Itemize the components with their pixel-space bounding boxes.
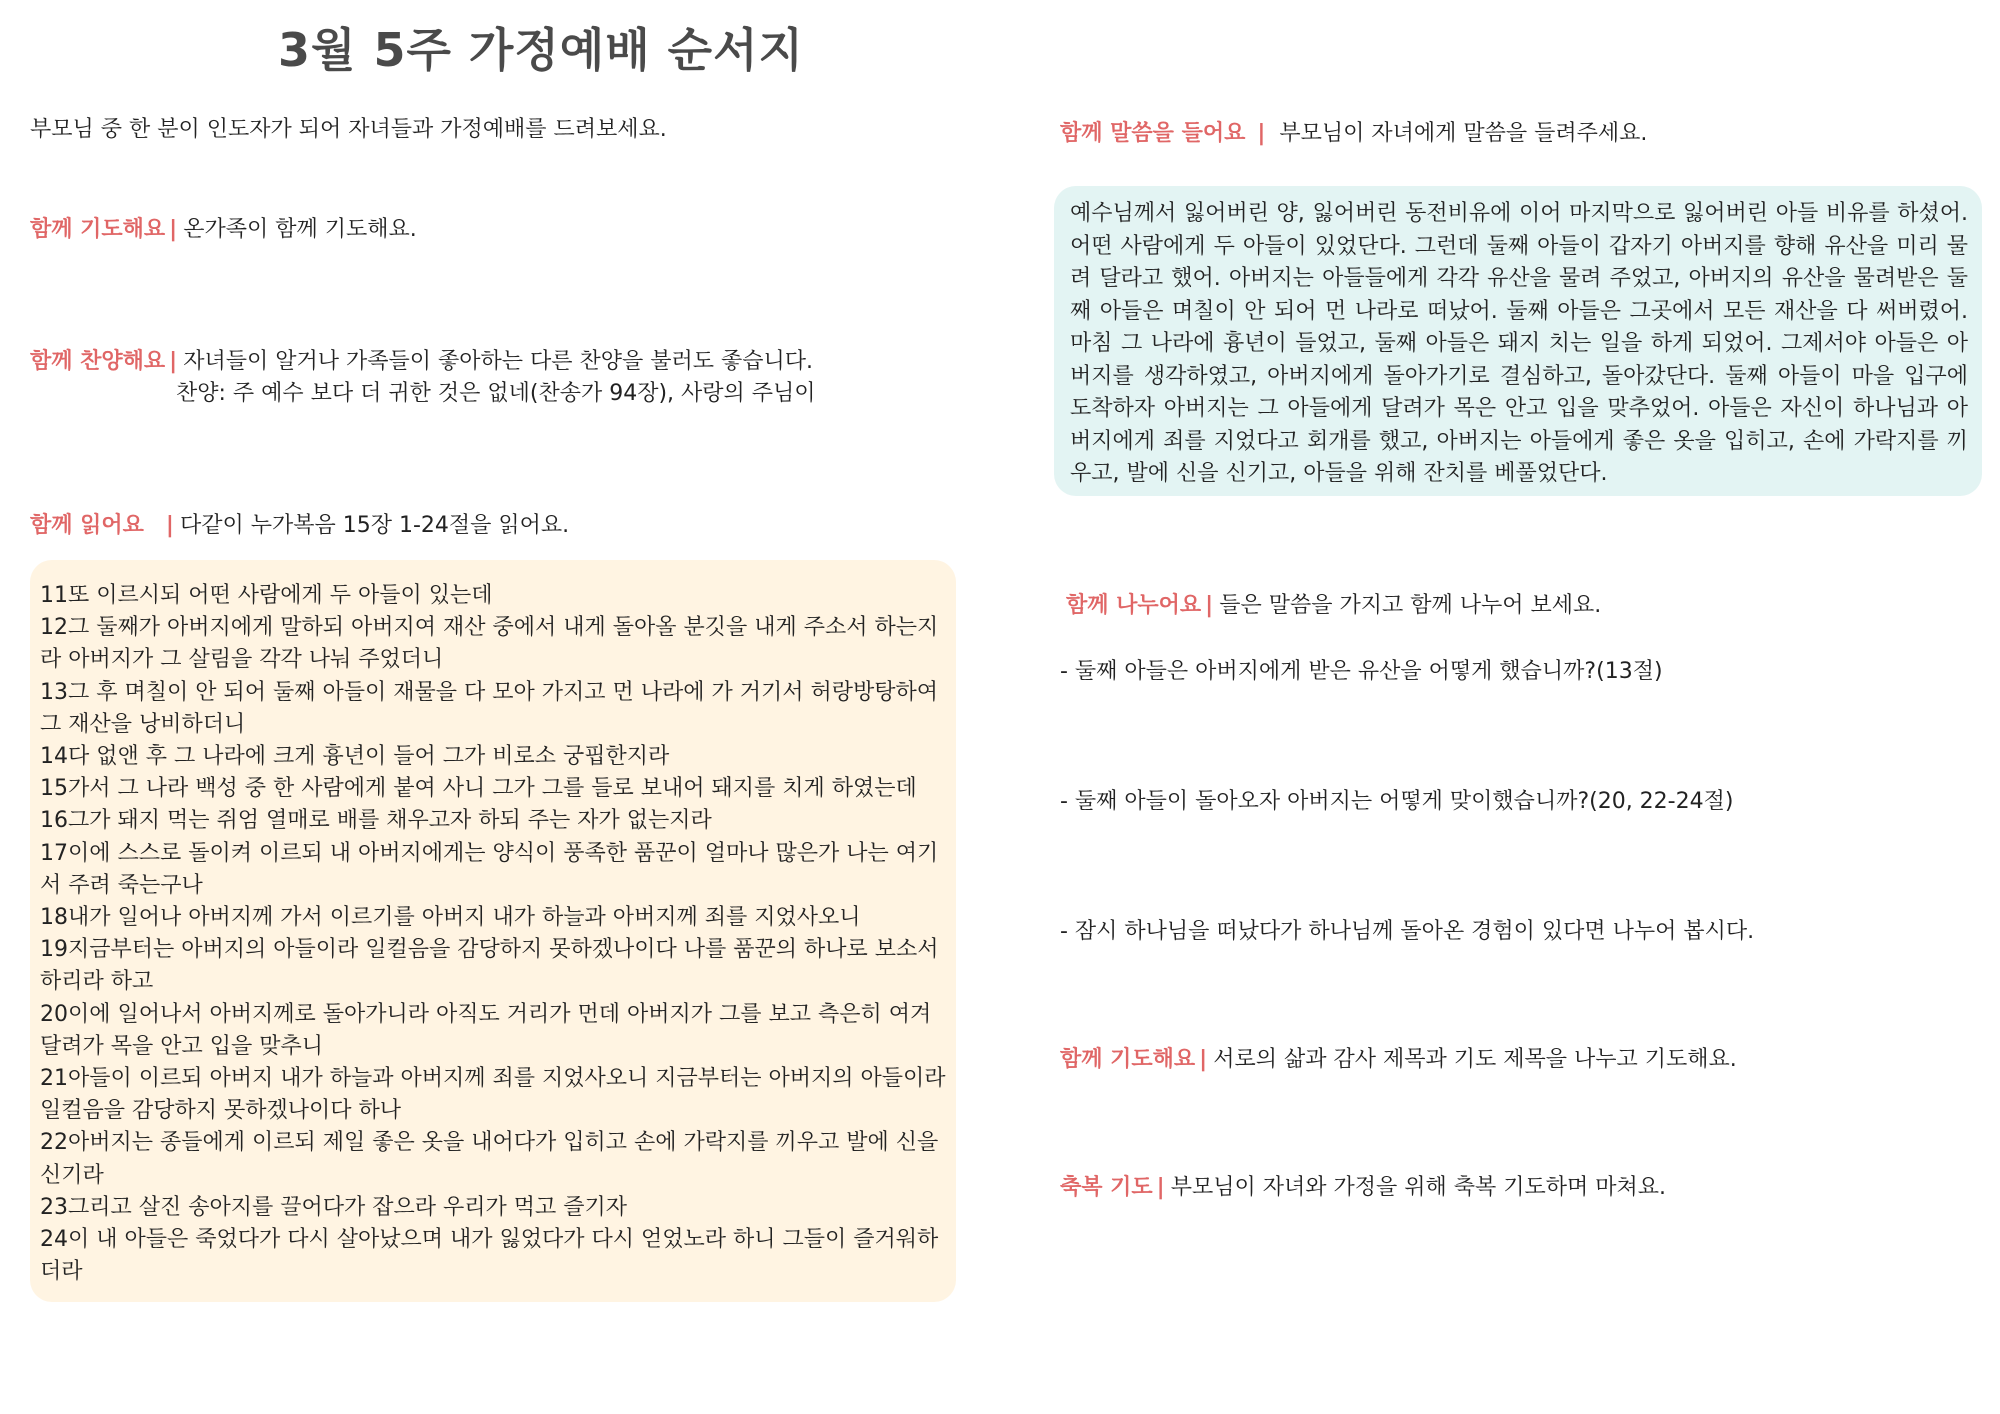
bible-verse: 21아들이 이르되 아버지 내가 하늘과 아버지께 죄를 지었사오니 지금부터는 아버지의 아들이라 일컬음을 감당하지 못하겠나이다 하나 xyxy=(40,1066,946,1124)
bible-verse: 13그 후 며칠이 안 되어 둘째 아들이 재물을 다 모아 가지고 먼 나라에 가 거기서 허랑방탕하여 그 재산을 낭비하더니 xyxy=(40,679,938,737)
bible-verse: 20이에 일어나서 아버지께로 돌아가니라 아직도 거리가 먼데 아버지가 그를 보고 측은히 여겨 달려가 목을 안고 입을 맞추니 xyxy=(40,1001,932,1059)
section-pray-label: 함께 기도해요 xyxy=(30,217,166,242)
section-listen xyxy=(1060,118,1647,150)
section-pray-text: 온가족이 함께 기도해요. xyxy=(183,217,417,242)
bible-verse: 12그 둘째가 아버지에게 말하되 아버지여 재산 중에서 내게 돌아올 분깃을 내게 주소서 하는지라 아버지가 그 살림을 각각 나눠 주었더니 xyxy=(40,615,939,673)
bible-verse: 24이 내 아들은 죽었다가 다시 살아났으며 내가 잃었다가 다시 얻었노라 하니 그들이 즐거워하더라 xyxy=(40,1227,939,1285)
separator: | xyxy=(1156,1175,1165,1200)
discussion-question: - 둘째 아들이 돌아오자 아버지는 어떻게 맞이했습니까?(20, 22-24절) xyxy=(1060,789,1734,814)
section-pray xyxy=(30,214,417,246)
section-bless-label: 축복 기도 xyxy=(1060,1175,1153,1200)
section-share xyxy=(1066,590,1601,622)
bible-verse: 23그리고 살진 송아지를 끌어다가 잡으라 우리가 먹고 즐기자 xyxy=(40,1194,627,1220)
section-praise-text: 자녀들이 알거나 가족들이 좋아하는 다른 찬양을 불러도 좋습니다. xyxy=(183,349,813,374)
section-bless xyxy=(1060,1172,1666,1204)
bible-verse: 19지금부터는 아버지의 아들이라 일컬음을 감당하지 못하겠나이다 나를 품꾼의 하나로 보소서 하리라 하고 xyxy=(40,937,939,995)
section-listen-label: 함께 말씀을 들어요 xyxy=(1060,121,1246,146)
separator: | xyxy=(169,217,178,242)
separator: | xyxy=(1199,1047,1208,1072)
separator: | xyxy=(1205,593,1214,618)
page-title: 3월 5주 가정예배 순서지 xyxy=(278,23,804,77)
discussion-question: - 잠시 하나님을 떠났다가 하나님께 돌아온 경험이 있다면 나누어 봅시다. xyxy=(1060,919,1755,944)
section-praise-songs: 찬양: 주 예수 보다 더 귀한 것은 없네(찬송가 94장), 사랑의 주님이 xyxy=(176,381,816,406)
separator: | xyxy=(169,349,178,374)
section-read-label: 함께 읽어요 xyxy=(30,513,144,538)
bible-verse: 15가서 그 나라 백성 중 한 사람에게 붙여 사니 그가 그를 들로 보내어 돼지를 치게 하였는데 xyxy=(40,776,917,802)
section-praise-label: 함께 찬양해요 xyxy=(30,349,166,374)
discussion-question: - 둘째 아들은 아버지에게 받은 유산을 어떻게 했습니까?(13절) xyxy=(1060,659,1663,684)
section-pray2 xyxy=(1060,1044,1737,1076)
separator: | xyxy=(1257,121,1266,146)
section-pray2-label: 함께 기도해요 xyxy=(1060,1047,1196,1072)
bible-verse: 11또 이르시되 어떤 사람에게 두 아들이 있는데 xyxy=(40,583,493,608)
bible-verse: 17이에 스스로 돌이켜 이르되 내 아버지에게는 양식이 풍족한 품꾼이 얼마나 많은가 나는 여기서 주려 죽는구나 xyxy=(40,840,939,898)
bible-verse: 22아버지는 종들에게 이르되 제일 좋은 옷을 내어다가 입히고 손에 가락지를 끼우고 발에 신을 신기라 xyxy=(40,1130,939,1188)
bible-passage-box xyxy=(30,560,956,1302)
bible-verse: 16그가 돼지 먹는 쥐엄 열매로 배를 채우고자 하되 주는 자가 없는지라 xyxy=(40,808,712,834)
section-read-text: 다같이 누가복음 15장 1-24절을 읽어요. xyxy=(179,513,570,538)
section-share-label: 함께 나누어요 xyxy=(1066,593,1202,618)
section-bless-text: 부모님이 자녀와 가정을 위해 축복 기도하며 마쳐요. xyxy=(1170,1175,1666,1200)
section-listen-text: 부모님이 자녀에게 말씀을 들려주세요. xyxy=(1279,121,1648,146)
intro-text: 부모님 중 한 분이 인도자가 되어 자녀들과 가정예배를 드려보세요. xyxy=(30,117,667,142)
section-pray2-text: 서로의 삶과 감사 제목과 기도 제목을 나누고 기도해요. xyxy=(1213,1047,1737,1072)
bible-verse: 14다 없앤 후 그 나라에 크게 흉년이 들어 그가 비로소 궁핍한지라 xyxy=(40,744,670,770)
section-share-text: 들은 말씀을 가지고 함께 나누어 보세요. xyxy=(1219,593,1602,618)
section-read xyxy=(30,510,569,542)
section-praise xyxy=(30,346,813,378)
bible-verse: 18내가 일어나 아버지께 가서 이르기를 아버지 내가 하늘과 아버지께 죄를 지었사오니 xyxy=(40,905,861,931)
separator: | xyxy=(165,513,174,538)
story-box: 예수님께서 잃어버린 양, 잃어버린 동전비유에 이어 마지막으로 잃어버린 아들 비유를 하셨어. 어떤 사람에게 두 아들이 있었단다. 그런데 둘째 아들이 갑자기 아버지를 향해 유산을 미리 물려 달라고 했어. 아버지는 아들들에게 각각 유산을 물려 주었고, 아버지의 유산을 물려받은 둘째 아들은 며칠이 안 되어 먼 나라로 떠났어. 둘째 아들은 그곳에서 모든 재산을 다 써버렸어. 마침 그 나라에 흉년이 들었고, 둘째 아들은 돼지 치는 일을 하게 되었어. 그제서야 아들은 아버지를 생각하였고, 아버지에게 돌아가기로 결심하고, 돌아갔단다. 둘째 아들이 마을 입구에 도착하자 아버지는 그 아들에게 달려가 목은 안고 입을 맞추었어. 아들은 자신이 하나님과 아버지에게 죄를 지었다고 회개를 했고, 아버지는 아들에게 좋은 옷을 입히고, 손에 가락지를 끼우고, 발에 신을 신기고, 아들을 위해 잔치를 베풀었단다. xyxy=(1054,186,1982,496)
